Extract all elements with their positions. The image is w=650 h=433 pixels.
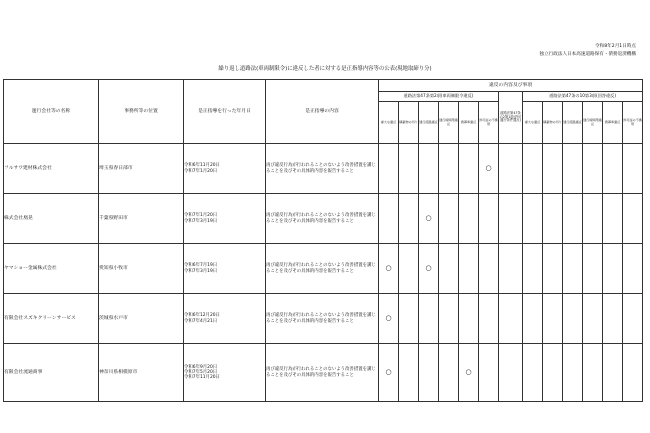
table-row — [4, 344, 643, 402]
violation-mark — [623, 344, 643, 402]
violation-mark — [499, 344, 523, 402]
subheader-47-2-3: 通行経路違反 — [419, 102, 439, 144]
violation-mark — [523, 194, 543, 244]
guidance-content: 再び違反行為が行われることのないよう改善措置を講じることを及びその具体的内容を報告すること — [266, 294, 379, 344]
guidance-dates — [184, 194, 266, 244]
office-location: 埼玉県春日部市 — [99, 144, 184, 194]
violation-mark: ○ — [379, 344, 399, 402]
violation-mark — [399, 244, 419, 294]
violation-mark — [563, 344, 583, 402]
header-group-47-2: 道路法第47条第2項(車両制限令違反) — [379, 92, 499, 102]
subheader-47-10-1: 重大な違反 — [523, 102, 543, 144]
violation-mark — [523, 244, 543, 294]
violation-mark — [399, 194, 419, 244]
violation-mark — [583, 244, 603, 294]
header-guidance-content: 是正指導の内容 — [266, 80, 379, 144]
company-name: フルサワ建材株式会社 — [4, 144, 99, 194]
violation-mark: ○ — [459, 344, 479, 402]
guidance-dates — [184, 244, 266, 294]
violation-mark — [439, 144, 459, 194]
violation-mark — [479, 194, 499, 244]
violation-mark — [523, 344, 543, 402]
guidance-content: 再び違反行為が行われることのないよう改善措置を講じることを及びその具体的内容を報告すること — [266, 194, 379, 244]
subheader-47-10-3: 通行経路違反 — [563, 102, 583, 144]
subheader-47-10-6: 許可証の不携帯 — [623, 102, 643, 144]
violation-mark — [439, 294, 459, 344]
header-guidance-date: 是正指導を行った年月日 — [184, 80, 266, 144]
violation-mark — [439, 344, 459, 402]
violation-mark — [479, 294, 499, 344]
violation-mark — [583, 144, 603, 194]
table-row — [4, 144, 643, 194]
guidance-date: 令和6年12月20日 — [184, 313, 220, 319]
table-row — [4, 194, 643, 244]
subheader-47-2-6: 許可証の不携帯 — [479, 102, 499, 144]
violation-mark: ○ — [419, 244, 439, 294]
company-name: 株式会社凰晃 — [4, 194, 99, 244]
violation-mark — [563, 294, 583, 344]
violation-mark — [499, 244, 523, 294]
violation-mark — [419, 344, 439, 402]
violation-mark: ○ — [479, 144, 499, 194]
table-row — [4, 294, 643, 344]
guidance-date: 令和7年1月20日 — [184, 168, 218, 174]
violation-mark — [623, 244, 643, 294]
guidance-dates — [184, 344, 266, 402]
header-violation: 違反の内容及び事項 — [379, 80, 643, 92]
header-company: 運行会社等の名称 — [4, 80, 99, 144]
guidance-dates — [184, 144, 266, 194]
violation-mark: ○ — [379, 244, 399, 294]
violation-mark — [543, 194, 563, 244]
violation-mark — [459, 294, 479, 344]
table-row — [4, 244, 643, 294]
guidance-date: 令和6年7月19日 — [184, 263, 218, 269]
subheader-47-2-1: 重大な違反 — [379, 102, 399, 144]
subheader-47-2-4: 通行時間帯違反 — [439, 102, 459, 144]
office-location: 神奈川県相模原市 — [99, 344, 184, 402]
violation-mark — [603, 344, 623, 402]
violations-table — [3, 79, 643, 402]
violation-mark — [499, 294, 523, 344]
subheader-47-10-5: 誘導車違反 — [603, 102, 623, 144]
violation-mark — [523, 294, 543, 344]
subheader-47-2-5: 誘導車違反 — [459, 102, 479, 144]
header-47-2-1: 道路法第47条の2第1項(許可通行条件違反) — [499, 92, 523, 144]
guidance-content: 再び違反行為が行われることのないよう改善措置を講じることを及びその具体的内容を報告すること — [266, 244, 379, 294]
violation-mark — [459, 244, 479, 294]
guidance-date: 令和7年3月19日 — [184, 218, 218, 224]
violation-mark — [583, 344, 603, 402]
violation-mark — [543, 144, 563, 194]
violation-mark — [523, 144, 543, 194]
company-name: 有限会社スズキクリーンサービス — [4, 294, 99, 344]
violation-mark — [479, 344, 499, 402]
company-name: 有限会社流通商事 — [4, 344, 99, 402]
violation-mark — [459, 144, 479, 194]
violation-mark — [419, 294, 439, 344]
office-location: 茨城県水戸市 — [99, 294, 184, 344]
guidance-date: 令和7年4月21日 — [184, 318, 218, 324]
violation-mark — [623, 144, 643, 194]
office-location: 愛知県小牧市 — [99, 244, 184, 294]
violation-mark — [603, 294, 623, 344]
violation-mark — [623, 194, 643, 244]
guidance-dates — [184, 294, 266, 344]
guidance-date: 令和7年1月20日 — [184, 213, 218, 219]
as-of-date: 令和8年2月1日時点 — [595, 44, 636, 49]
violation-mark: ○ — [379, 294, 399, 344]
violation-mark — [399, 294, 419, 344]
subheader-47-10-4: 通行時間帯違反 — [583, 102, 603, 144]
violation-mark — [583, 194, 603, 244]
header-group-47-10: 道路法第47条の10第3項(回答違反) — [523, 92, 643, 102]
office-location: 千葉県野田市 — [99, 194, 184, 244]
violation-mark — [563, 194, 583, 244]
violation-mark — [623, 294, 643, 344]
subheader-47-10-2: 積載物の切り — [543, 102, 563, 144]
violation-mark — [563, 244, 583, 294]
violation-mark — [399, 344, 419, 402]
guidance-content: 再び違反行為が行われることのないよう改善措置を講じることを及びその具体的内容を報告すること — [266, 144, 379, 194]
violation-mark — [583, 294, 603, 344]
violation-mark — [543, 294, 563, 344]
header-address: 事務所等の位置 — [99, 80, 184, 144]
violation-mark — [543, 344, 563, 402]
violation-mark — [399, 144, 419, 194]
violation-mark: ○ — [419, 194, 439, 244]
violation-mark — [459, 194, 479, 244]
violation-mark — [379, 194, 399, 244]
violation-mark — [603, 244, 623, 294]
violation-mark — [419, 144, 439, 194]
guidance-content: 再び違反行為が行われることのないよう改善措置を講じることを及びその具体的内容を報告すること — [266, 344, 379, 402]
company-name: ヤマショー金属株式会社 — [4, 244, 99, 294]
violation-mark — [479, 244, 499, 294]
guidance-date: 令和7年11月20日 — [184, 375, 220, 381]
violation-mark — [543, 244, 563, 294]
violation-mark — [603, 194, 623, 244]
guidance-date: 令和7年5月20日 — [184, 369, 218, 375]
violation-mark — [563, 144, 583, 194]
violation-mark — [439, 244, 459, 294]
violation-mark — [499, 144, 523, 194]
violation-mark — [379, 144, 399, 194]
guidance-date: 令和7年3月19日 — [184, 268, 218, 274]
document-title: 繰り返し道路法(車両制限令)に違反した者に対する是正指導内容等の公表(現地取締り分) — [218, 66, 432, 72]
violation-mark — [499, 194, 523, 244]
violation-mark — [603, 144, 623, 194]
violation-mark — [439, 194, 459, 244]
guidance-date: 令和6年9月20日 — [184, 364, 218, 370]
organization-name: 独立行政法人日本高速道路保有・債務返済機構 — [539, 52, 636, 57]
guidance-date: 令和6年11月20日 — [184, 163, 220, 169]
subheader-47-2-2: 積載物の切り — [399, 102, 419, 144]
